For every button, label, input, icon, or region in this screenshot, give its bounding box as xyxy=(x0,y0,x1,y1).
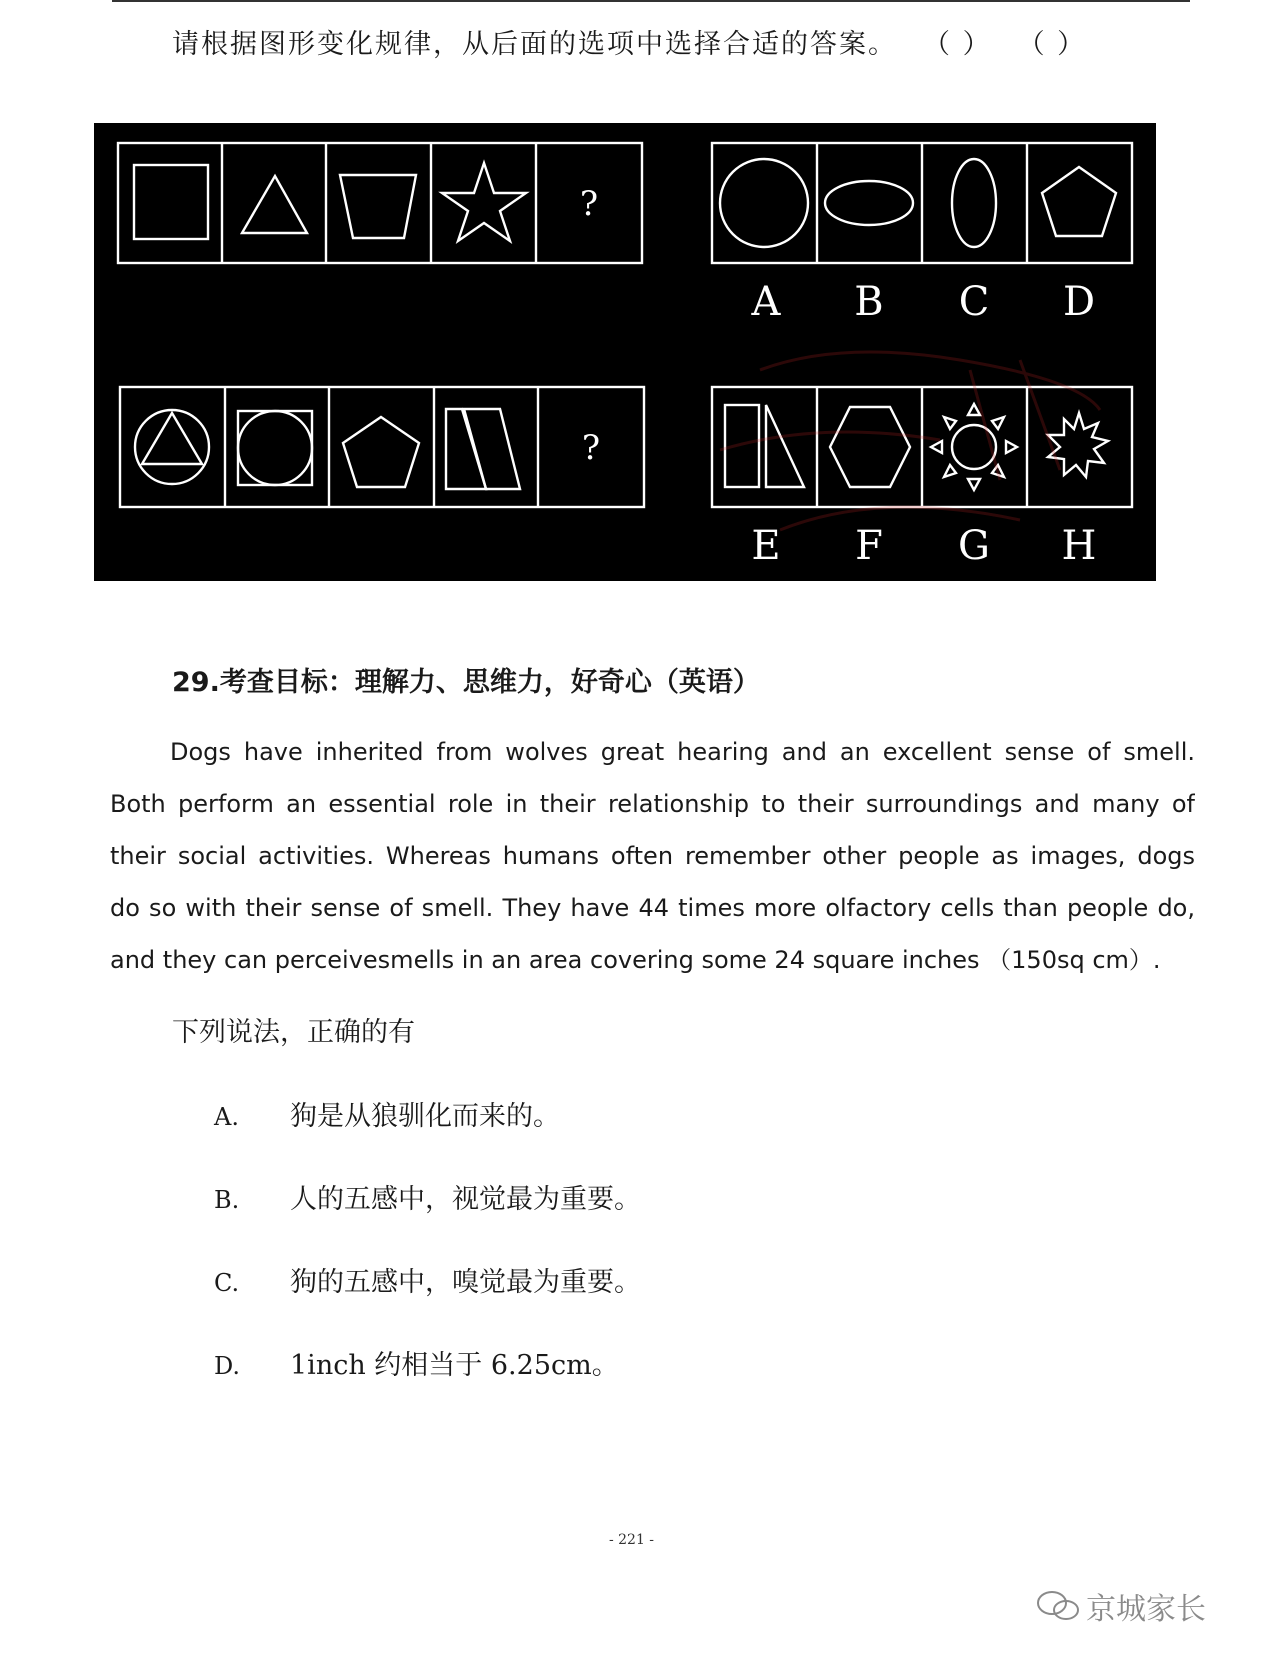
option-label-a: A xyxy=(751,279,781,325)
triangle-shape xyxy=(242,176,307,233)
question-prompt: 下列说法，正确的有 xyxy=(172,1017,415,1048)
option-letter: D. xyxy=(214,1352,241,1380)
passage-line: do so with their sense of smell. They have 44 times more olfactory cells than people do, xyxy=(110,894,1195,922)
passage-line: Both perform an essential role in their relationship to their surroundings and many of xyxy=(110,790,1195,818)
rectangle-and-triangle-shape xyxy=(725,405,759,487)
wechat-icon xyxy=(1036,1589,1080,1623)
row1-sequence-strip xyxy=(118,143,642,263)
page-number: - 221 - xyxy=(608,1532,655,1548)
option-label-e: E xyxy=(751,523,781,569)
option-letter: B. xyxy=(214,1186,240,1214)
instruction-text: 请根据图形变化规律，从后面的选项中选择合适的答案。 xyxy=(172,29,897,60)
option-label-g: G xyxy=(958,523,990,569)
pattern-figure xyxy=(94,123,1156,581)
answer-option-b xyxy=(214,1177,641,1216)
question-heading xyxy=(172,660,760,699)
star-shape xyxy=(442,163,526,241)
answer-option-d xyxy=(214,1343,619,1382)
option-text: 狗是从狼驯化而来的。 xyxy=(290,1101,560,1132)
option-label-h: H xyxy=(1061,523,1097,569)
trapezoid-shape xyxy=(340,175,416,238)
question-number: 29. xyxy=(172,667,220,698)
top-rule xyxy=(112,0,1190,2)
option-text: 人的五感中，视觉最为重要。 xyxy=(290,1184,641,1215)
passage-line: their social activities. Whereas humans often remember other people as images, dogs xyxy=(110,842,1195,870)
passage-line: and they can perceivesmells in an area covering some 24 square inches （150sq cm）. xyxy=(110,946,1161,974)
sun-shape xyxy=(931,404,1017,490)
question-heading-text: 考查目标：理解力、思维力，好奇心（英语） xyxy=(219,667,760,698)
instruction xyxy=(172,22,1086,61)
vertical-ellipse-shape xyxy=(952,159,996,247)
circle-shape xyxy=(720,159,808,247)
passage-line: Dogs have inherited from wolves great hearing and an excellent sense of smell. xyxy=(170,738,1195,766)
option-label-f: F xyxy=(855,523,883,569)
pattern-figure-svg xyxy=(94,123,1156,581)
eight-point-star-shape xyxy=(1048,413,1108,477)
answer-blank-2: （ ） xyxy=(1017,29,1087,60)
option-letter: A. xyxy=(214,1103,239,1131)
question-mark-2: ? xyxy=(581,428,601,468)
answer-option-c xyxy=(214,1260,641,1299)
pentagon-shape xyxy=(1042,167,1116,236)
row2-sequence-strip xyxy=(120,387,644,507)
option-label-c: C xyxy=(958,279,990,325)
answer-option-a xyxy=(214,1094,560,1133)
option-text: 狗的五感中，嗅觉最为重要。 xyxy=(290,1267,641,1298)
option-label-d: D xyxy=(1062,279,1096,325)
square-shape xyxy=(134,165,208,239)
option-label-b: B xyxy=(854,279,884,325)
parallelogram-shape xyxy=(446,409,486,489)
option-letter: C. xyxy=(214,1269,240,1297)
watermark-text: 京城家长 xyxy=(1086,1592,1206,1627)
circle-with-triangle-shape xyxy=(135,410,209,484)
question-mark-1: ? xyxy=(579,184,599,224)
option-text: 1inch 约相当于 6.25cm。 xyxy=(290,1350,619,1381)
passage xyxy=(110,726,1195,986)
horizontal-ellipse-shape xyxy=(825,181,913,225)
watermark xyxy=(1036,1584,1206,1628)
hexagon-shape xyxy=(830,407,910,487)
answer-blank-1: （ ） xyxy=(923,29,992,60)
pentagon-shape-2 xyxy=(343,417,419,487)
